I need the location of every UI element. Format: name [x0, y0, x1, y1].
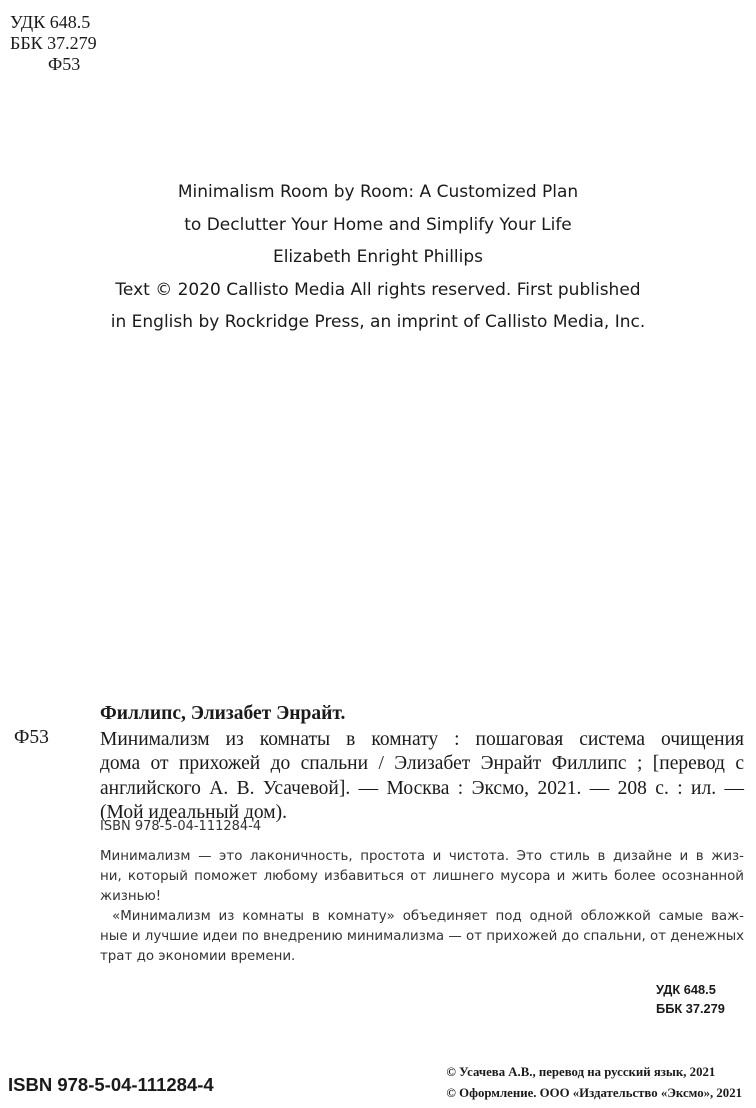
bibliographic-author-mark: Ф53 [14, 727, 49, 748]
bbk-code-bottom: ББК 37.279 [656, 1001, 725, 1016]
classification-codes-top [10, 12, 97, 75]
author-mark: Ф53 [48, 54, 81, 74]
description-line: дома от прихожей до спальни / Элизабет Энрайт Филлипс ; [перевод с [100, 753, 744, 774]
annotation-line: ни, который поможет любому избавиться от лишнего мусора и жить более осознанной [100, 869, 744, 884]
original-author: Elizabeth Enright Phillips [272, 247, 484, 267]
rights-line-2: in English by Rockridge Press, an imprint of Callisto Media, Inc. [110, 312, 646, 332]
description-line: английского А. В. Усачевой]. — Москва : Эксмо, 2021. — 208 с. : ил. — [100, 777, 744, 799]
record-description [100, 728, 744, 826]
classification-codes-bottom [656, 980, 725, 1018]
udk-code-bottom: УДК 648.5 [656, 982, 716, 997]
original-title-line-2: to Declutter Your Home and Simplify Your Life [184, 214, 572, 235]
annotation-line: трат до экономии времени. [100, 949, 296, 964]
udk-code: УДК 648.5 [10, 12, 91, 32]
original-title-line-1: Minimalism Room by Room: A Customized Plan [177, 182, 579, 202]
copyright-notice [446, 1062, 742, 1104]
bbk-code: ББК 37.279 [10, 33, 97, 53]
isbn-large: ISBN 978-5-04-111284-4 [8, 1074, 214, 1095]
rights-line-1: Text © 2020 Callisto Media All rights reserved. First published [115, 279, 641, 300]
annotation-line: жизнью! [100, 889, 162, 904]
design-copyright: © Оформление. ООО «Издательство «Эксмо», 2021 [446, 1086, 742, 1100]
annotation-line: ные и лучшие идеи по внедрению минимализма — от прихожей до спальни, от денежных [100, 929, 745, 944]
annotation-line: Минимализм — это лаконичность, простота и чистота. Это стиль в дизайне и в жиз- [100, 849, 744, 864]
author-heading: Филлипс, Элизабет Энрайт. [100, 703, 346, 724]
description-line: Минимализм из комнаты в комнату : пошаговая система очищения [100, 728, 744, 750]
annotation [100, 847, 744, 967]
description-line: (Мой идеальный дом). [100, 802, 287, 823]
record-isbn: ISBN 978-5-04-111284-4 [100, 819, 262, 834]
original-edition-block [0, 176, 756, 339]
translation-copyright: © Усачева А.В., перевод на русский язык, 2021 [446, 1065, 716, 1079]
annotation-line: «Минимализм из комнаты в комнату» объединяет под одной обложкой самые важ- [112, 909, 744, 924]
bibliographic-record [100, 702, 744, 826]
